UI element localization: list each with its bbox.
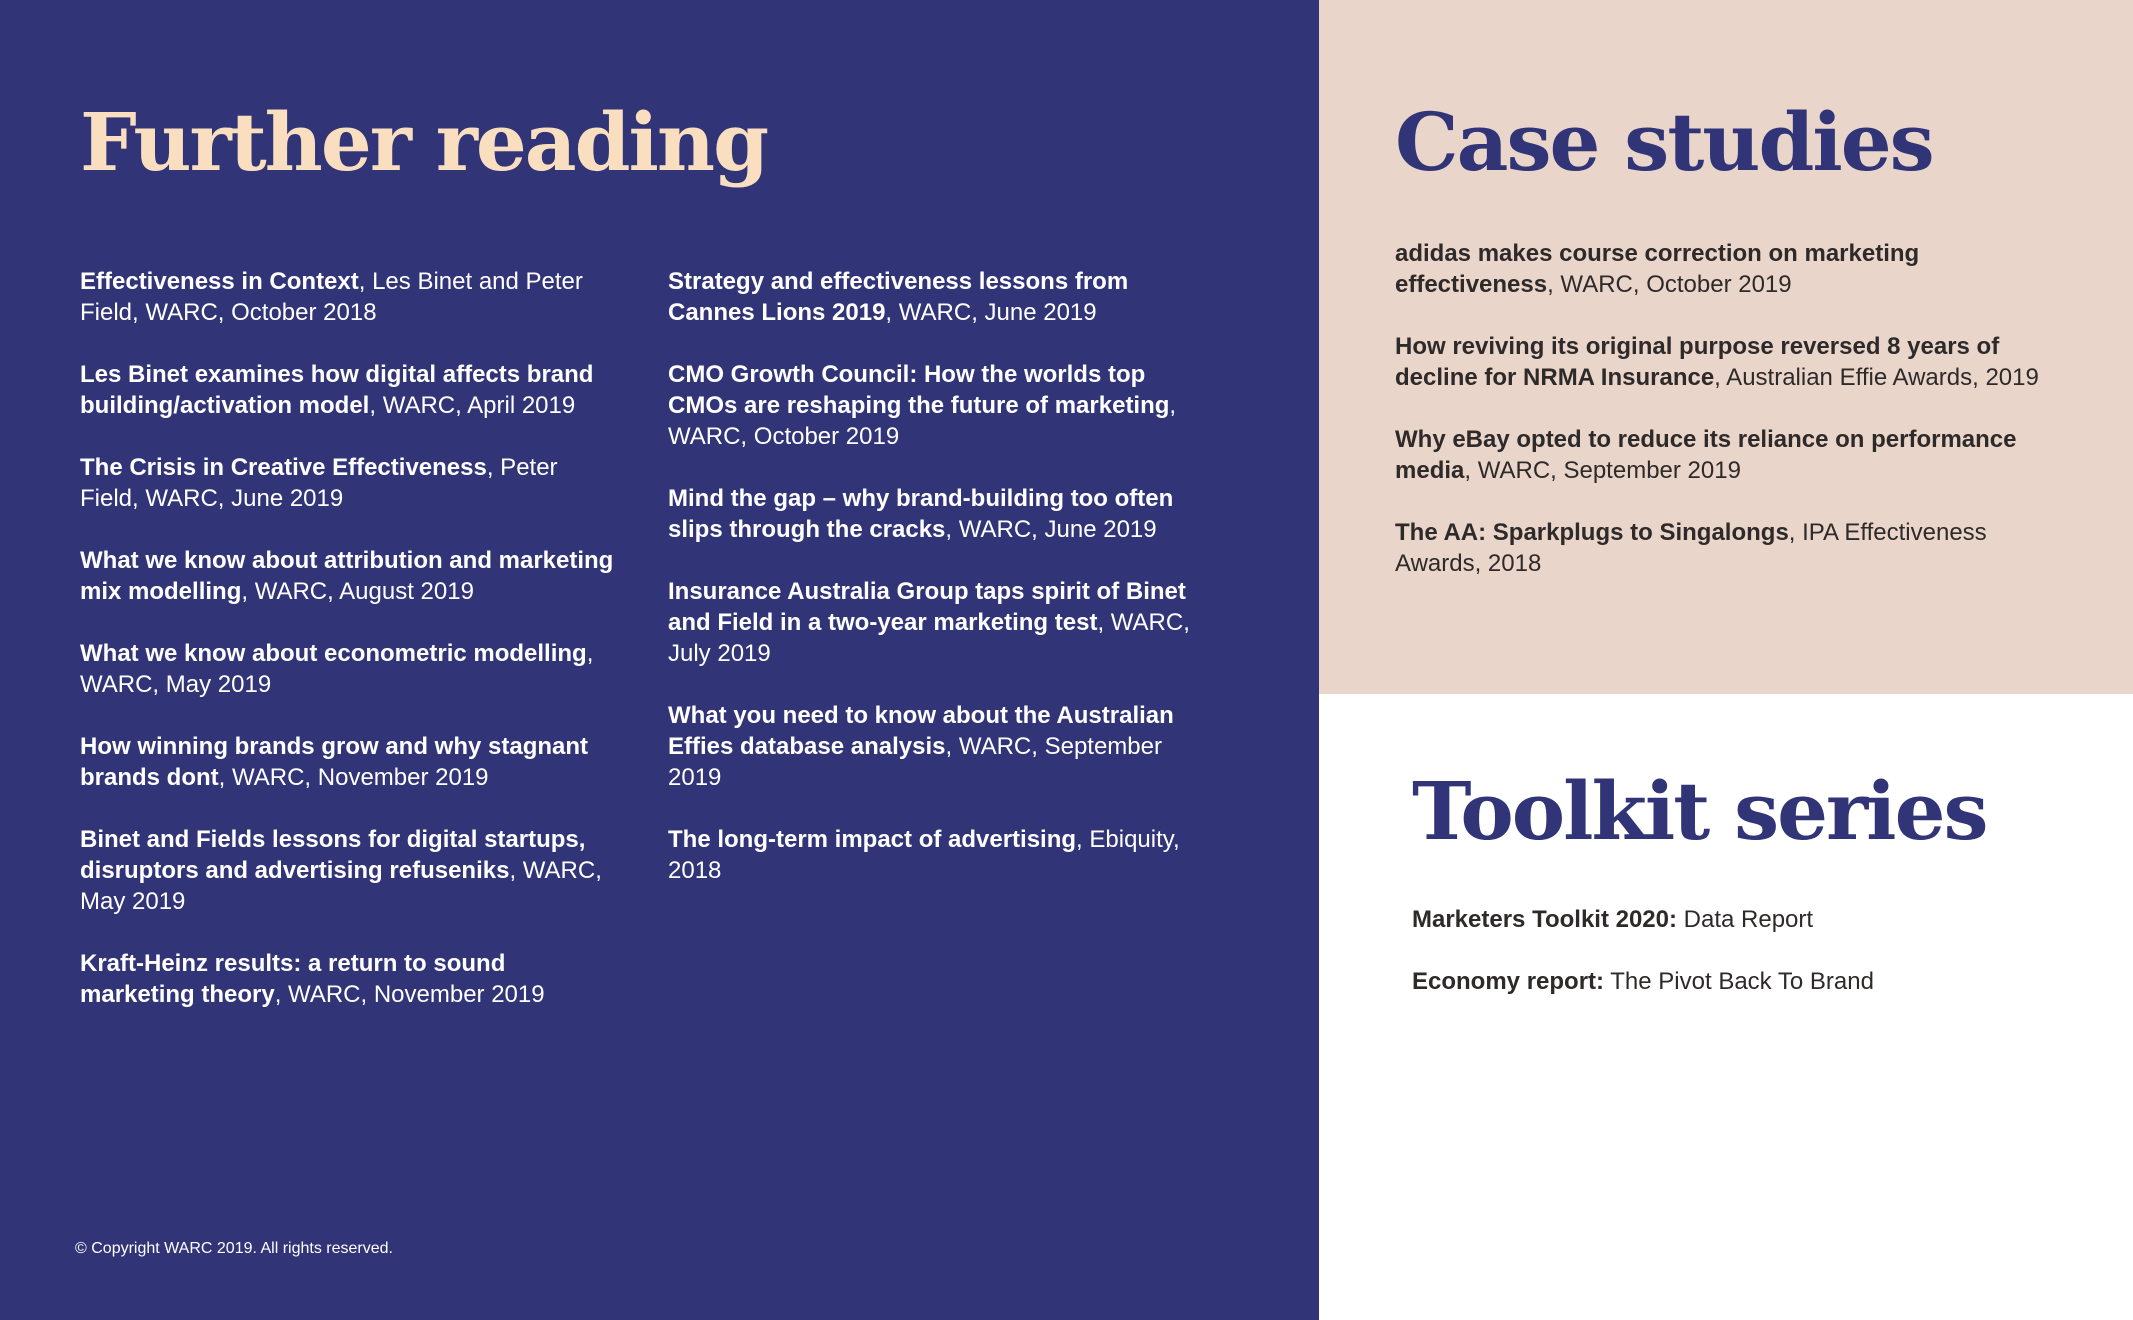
case-study-item[interactable]: How reviving its original purpose reversed 8 years of decline for NRMA Insurance, Australian Effie Awards, 2019	[1395, 333, 2039, 391]
reading-item[interactable]: What we know about attribution and marketing mix modelling, WARC, August 2019	[80, 547, 614, 605]
case-studies-title: Case studies	[1395, 95, 1933, 189]
reading-item[interactable]: Kraft-Heinz results: a return to sound marketing theory, WARC, November 2019	[80, 950, 545, 1008]
reading-item[interactable]: Les Binet examines how digital affects brand building/activation model, WARC, April 2019	[80, 361, 594, 419]
further-reading-column-1	[80, 266, 620, 1041]
reading-item[interactable]: Effectiveness in Context, Les Binet and Peter Field, WARC, October 2018	[80, 268, 583, 326]
toolkit-series-list	[1412, 904, 2092, 1028]
reading-item[interactable]: Mind the gap – why brand-building too often slips through the cracks, WARC, June 2019	[668, 485, 1174, 543]
toolkit-item[interactable]: Economy report: The Pivot Back To Brand	[1412, 968, 1874, 995]
case-study-item[interactable]: The AA: Sparkplugs to Singalongs, IPA Effectiveness Awards, 2018	[1395, 519, 1987, 577]
reading-item[interactable]: What we know about econometric modelling, WARC, May 2019	[80, 640, 594, 698]
reading-item[interactable]: Strategy and effectiveness lessons from Cannes Lions 2019, WARC, June 2019	[668, 268, 1129, 326]
case-studies-list	[1395, 238, 2075, 610]
toolkit-item[interactable]: Marketers Toolkit 2020: Data Report	[1412, 906, 1814, 933]
case-study-item[interactable]: adidas makes course correction on marketing effectiveness, WARC, October 2019	[1395, 240, 1920, 298]
reading-item[interactable]: How winning brands grow and why stagnant brands dont, WARC, November 2019	[80, 733, 589, 791]
reading-item[interactable]: The long-term impact of advertising, Ebiquity, 2018	[668, 826, 1180, 884]
copyright-notice: © Copyright WARC 2019. All rights reserved.	[75, 1240, 393, 1257]
case-study-item[interactable]: Why eBay opted to reduce its reliance on performance media, WARC, September 2019	[1395, 426, 2017, 484]
reading-item[interactable]: Insurance Australia Group taps spirit of Binet and Field in a two-year marketing test, WARC, July 2019	[668, 578, 1190, 667]
reading-item[interactable]: What you need to know about the Australian Effies database analysis, WARC, September 2019	[668, 702, 1174, 791]
further-reading-title: Further reading	[80, 95, 768, 189]
further-reading-column-2	[668, 266, 1208, 917]
reading-item[interactable]: The Crisis in Creative Effectiveness, Peter Field, WARC, June 2019	[80, 454, 558, 512]
reading-item[interactable]: CMO Growth Council: How the worlds top CMOs are reshaping the future of marketing, WARC, October 2019	[668, 361, 1177, 450]
toolkit-series-title: Toolkit series	[1412, 764, 1987, 858]
reading-item[interactable]: Binet and Fields lessons for digital startups, disruptors and advertising refuseniks, WARC, May 2019	[80, 826, 602, 915]
